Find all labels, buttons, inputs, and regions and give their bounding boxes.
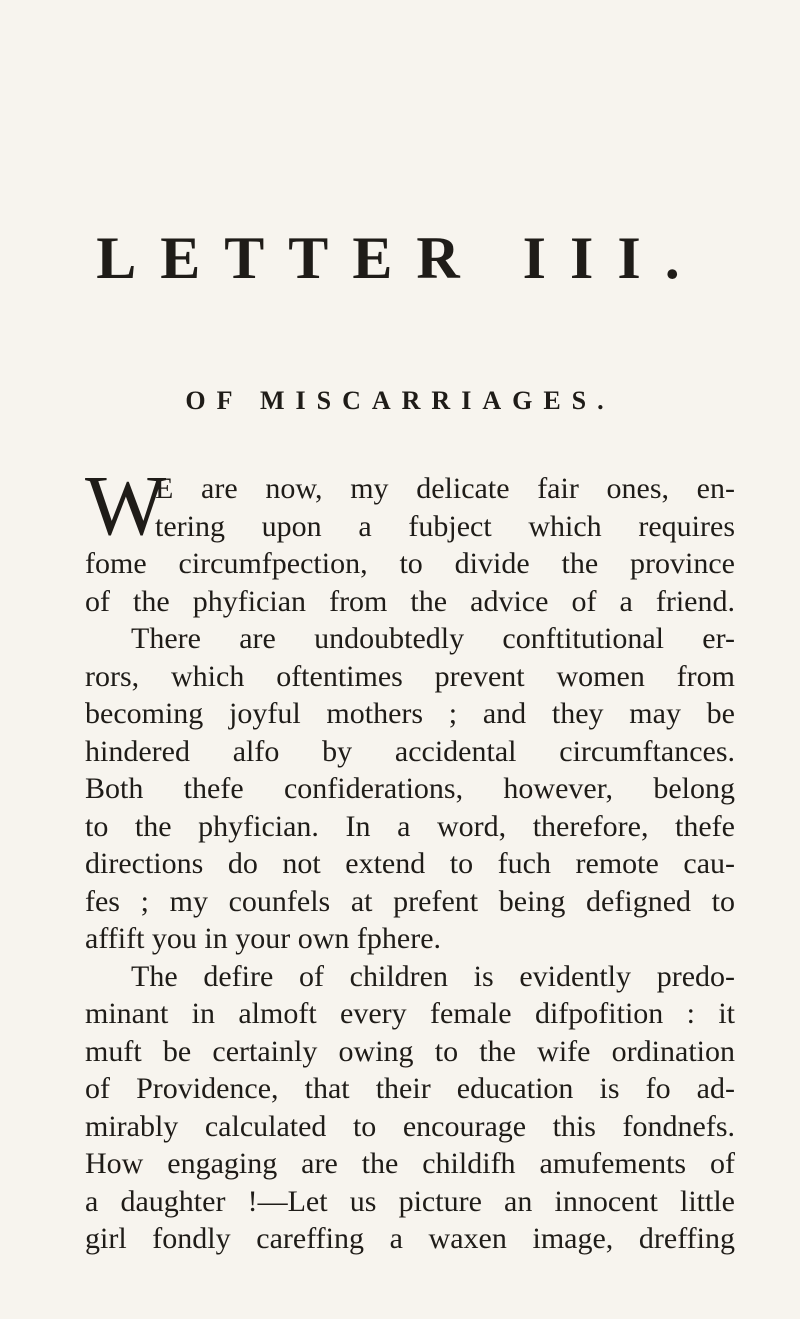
text-line: affift you in your own fphere. bbox=[85, 922, 442, 955]
chapter-subheading: OF MISCARRIAGES. bbox=[185, 386, 615, 415]
text-line: There are undoubtedly conftitutional er- bbox=[131, 622, 735, 655]
text-line: How engaging are the childifh amufements of bbox=[85, 1147, 735, 1180]
text-line: muft be certainly owing to the wife ordination bbox=[85, 1034, 735, 1068]
text-line: directions do not extend to fuch remote cau- bbox=[85, 847, 735, 880]
text-line: rors, which oftentimes prevent women from bbox=[85, 659, 735, 693]
text-line: girl fondly careffing a waxen image, dreffing bbox=[85, 1222, 735, 1255]
text-line: mirably calculated to encourage this fondnefs. bbox=[85, 1109, 735, 1143]
text-line: minant in almoft every female difpofition : it bbox=[85, 997, 735, 1030]
text-line: becoming joyful mothers ; and they may be bbox=[85, 697, 735, 730]
text-line: to the phyfician. In a word, therefore, thefe bbox=[85, 809, 735, 843]
chapter-heading: LETTER III. bbox=[96, 225, 704, 291]
body-text bbox=[85, 457, 735, 1258]
text-line: of the phyfician from the advice of a friend. bbox=[85, 584, 735, 618]
text-line: of Providence, that their education is fo ad- bbox=[85, 1072, 735, 1105]
text-line: hindered alfo by accidental circumftances. bbox=[85, 734, 735, 768]
text-line: fes ; my counfels at prefent being defigned to bbox=[85, 884, 735, 918]
text-line: Both thefe confiderations, however, belong bbox=[85, 772, 735, 805]
text-line: fome circumfpection, to divide the province bbox=[85, 547, 735, 580]
text-line: The defire of children is evidently predo- bbox=[131, 959, 735, 993]
text-line: tering upon a fubject which requires bbox=[155, 509, 735, 543]
text-line: a daughter !—Let us picture an innocent little bbox=[85, 1184, 735, 1218]
text-line-content: E are now, my delicate fair ones, en- bbox=[155, 472, 735, 505]
drop-cap: W bbox=[85, 457, 167, 553]
